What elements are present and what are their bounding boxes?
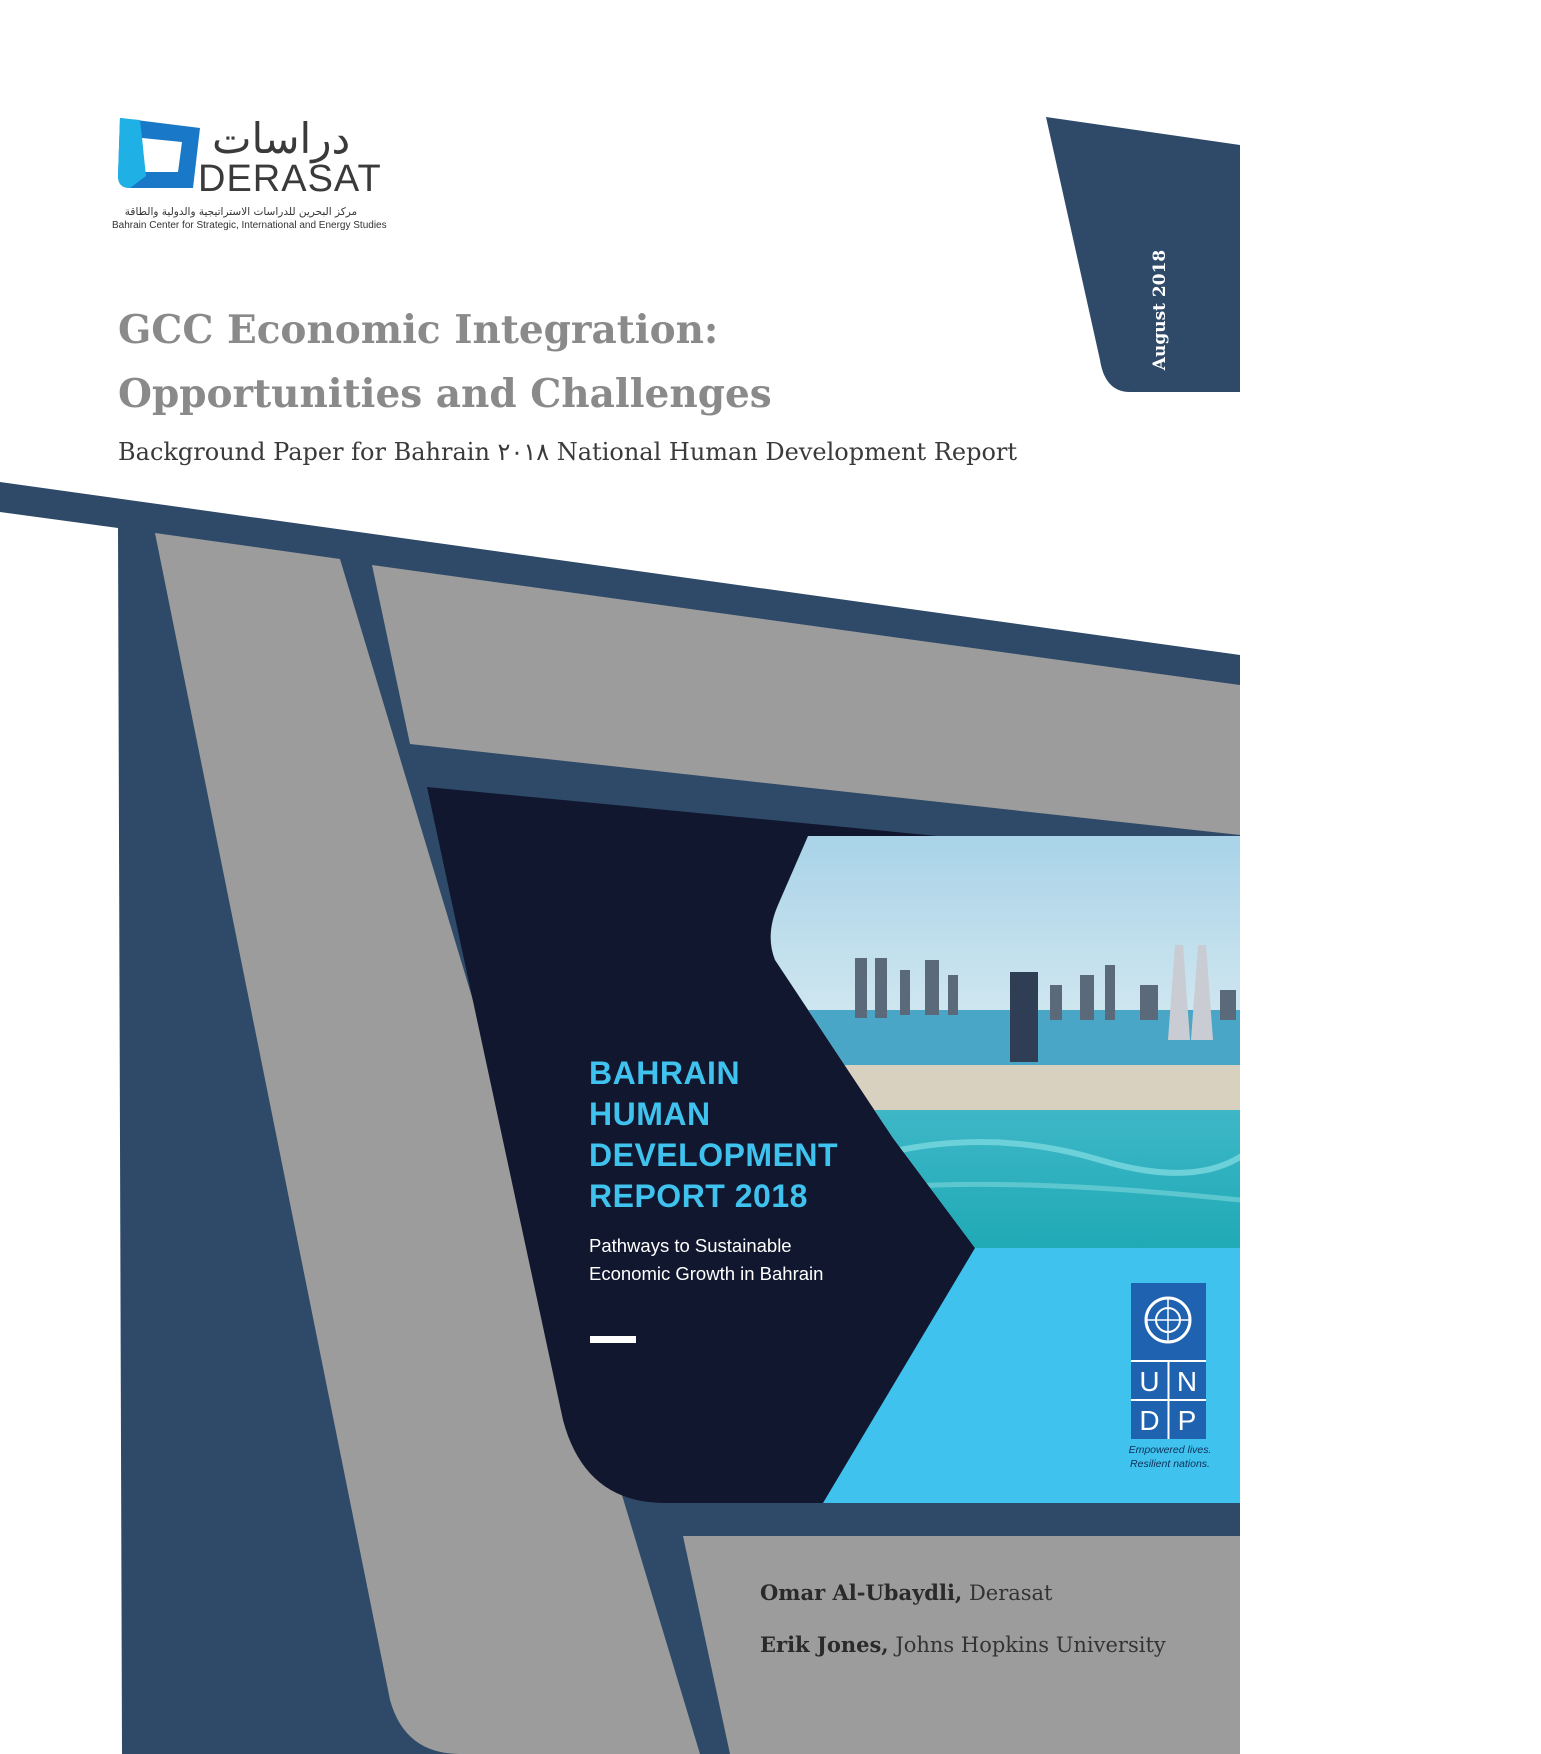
undp-letter: N [1176,1366,1198,1397]
undp-tagline [1115,1443,1225,1471]
undp-logo [1131,1283,1206,1439]
undp-tagline-line: Empowered lives. [1128,1444,1212,1456]
date-tab [1046,117,1240,392]
author-name: Erik Jones, [760,1632,889,1657]
author-name: Omar Al-Ubaydli, [760,1580,963,1605]
report-title-line: REPORT 2018 [589,1178,808,1214]
derasat-logo-mark [118,118,200,188]
report-title-line: BAHRAIN [589,1055,741,1091]
report-subtitle-line: Pathways to Sustainable [589,1235,792,1256]
report-title-line: HUMAN [589,1096,711,1132]
undp-letter: P [1177,1405,1197,1436]
undp-logo-graphic [1131,1283,1206,1439]
report-subtitle-line: Economic Growth in Bahrain [589,1263,824,1284]
undp-letter: D [1139,1405,1160,1436]
logo-subtitle-english: Bahrain Center for Strategic, International and Energy Studies [112,220,387,231]
author-2 [760,1634,1166,1656]
publication-date: August 2018 [1150,249,1170,371]
author-1 [760,1582,1053,1604]
report-subtitle [589,1232,823,1288]
logo-subtitle-arabic: مركز البحرين للدراسات الاستراتيجية والدولية والطاقة [124,206,358,218]
author-affiliation: Johns Hopkins University [895,1633,1166,1657]
undp-tagline-line: Resilient nations. [1130,1458,1210,1470]
logo-arabic: دراسات [212,114,351,163]
title-line-1: GCC Economic Integration: [118,307,719,353]
document-subtitle: Background Paper for Bahrain ٢٠١٨ National Human Development Report [118,438,1018,466]
cover-dash [590,1336,636,1343]
document-title [118,298,772,426]
author-affiliation: Derasat [968,1581,1053,1605]
logo-name: DERASAT [198,158,382,200]
report-title-line: DEVELOPMENT [589,1137,839,1173]
undp-letter: U [1139,1366,1160,1397]
title-line-2: Opportunities and Challenges [118,371,772,417]
report-title [589,1053,838,1217]
